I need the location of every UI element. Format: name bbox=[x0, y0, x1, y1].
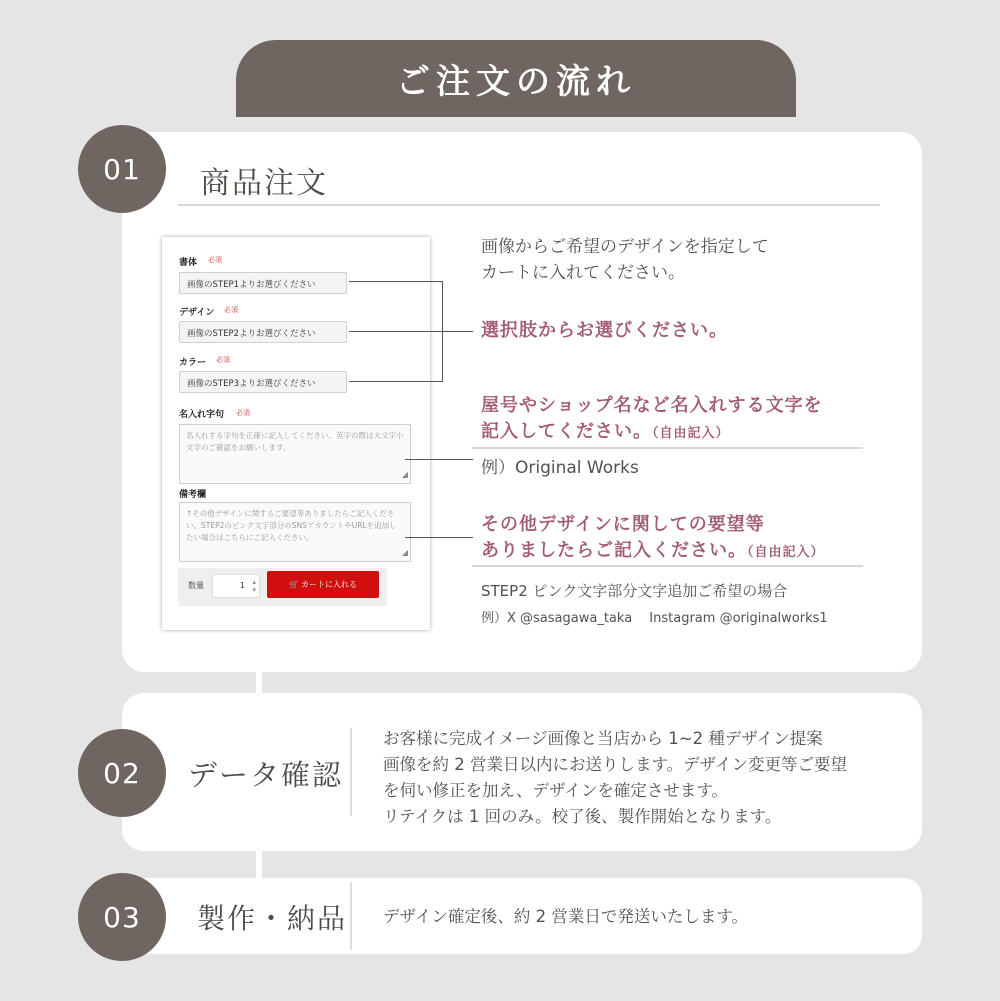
qty-value: 1 bbox=[239, 581, 245, 590]
intro-line: カートに入れてください。 bbox=[481, 263, 685, 283]
step1-number: 01 bbox=[78, 125, 166, 213]
cart-row bbox=[178, 568, 387, 606]
page-title: ご注文の流れ bbox=[236, 40, 796, 117]
other-note-divider bbox=[472, 565, 863, 567]
other-example: 例）X @sasagawa_taka Instagram @originalworks1 bbox=[481, 611, 828, 626]
callout-line bbox=[349, 381, 443, 382]
step-connector bbox=[256, 851, 262, 878]
name-note-divider bbox=[472, 447, 863, 449]
add-to-cart-button[interactable] bbox=[267, 571, 379, 598]
step1-title: 商品注文 bbox=[200, 166, 328, 201]
add-to-cart-label: カートに入れる bbox=[300, 580, 357, 589]
intro-line: 画像からご希望のデザインを指定して bbox=[481, 237, 769, 257]
name-example: 例）Original Works bbox=[481, 458, 639, 478]
callout-line bbox=[405, 459, 473, 460]
qty-stepper[interactable] bbox=[212, 574, 260, 598]
step2-divider bbox=[350, 728, 352, 816]
step2-text bbox=[383, 726, 847, 830]
step2-line: お客様に完成イメージ画像と当店から 1~2 種デザイン提案 bbox=[383, 729, 823, 748]
field3-label: カラー bbox=[179, 358, 207, 368]
resize-grip-icon: ◢ bbox=[401, 470, 408, 479]
name-placeholder: 名入れする字句を正確に記入してください。英字の際は大文字小文字のご確認をお願いします。 bbox=[186, 431, 404, 452]
resize-grip-icon: ◢ bbox=[401, 548, 408, 557]
step2-title: データ確認 bbox=[188, 758, 344, 792]
name-note-tag: （自由記入） bbox=[652, 426, 730, 441]
field2-label: デザイン bbox=[179, 308, 215, 318]
name-note-line: 記入してください。 bbox=[481, 421, 652, 442]
step3-divider bbox=[350, 882, 352, 950]
notes-placeholder: ↑その他デザインに関するご要望等ありましたらご記入ください。STEP2のピンク文字部分のSNSアカウントやURLを追加したい場合はこちらにご記入ください。 bbox=[186, 509, 397, 542]
callout-line bbox=[405, 537, 473, 538]
other-note bbox=[481, 512, 825, 566]
field1-label: 書体 bbox=[179, 258, 198, 268]
cart-icon: 🛒 bbox=[289, 580, 299, 589]
callout-line bbox=[349, 281, 443, 282]
step2-number: 02 bbox=[78, 729, 166, 817]
step-connector bbox=[256, 672, 262, 693]
step1-intro bbox=[481, 234, 769, 286]
notes-textarea[interactable] bbox=[179, 502, 411, 562]
order-form-screenshot bbox=[162, 237, 430, 630]
step3-title: 製作・納品 bbox=[197, 902, 348, 935]
other-sub: STEP2 ピンク文字部分文字追加ご希望の場合 bbox=[481, 582, 788, 600]
select-note: 選択肢からお選びください。 bbox=[481, 320, 728, 341]
notes-label: 備考欄 bbox=[179, 490, 207, 500]
name-textarea[interactable] bbox=[179, 424, 411, 484]
name-note-line: 屋号やショップ名など名入れする文字を bbox=[481, 395, 823, 416]
field1-select[interactable]: 画像のSTEP1よりお選びください bbox=[179, 272, 347, 294]
field2-required: 必須 bbox=[224, 306, 238, 314]
step2-line: を伺い修正を加え、デザインを確定させます。 bbox=[383, 781, 729, 800]
other-note-line: ありましたらご記入ください。 bbox=[481, 540, 747, 561]
field3-select[interactable]: 画像のSTEP3よりお選びください bbox=[179, 371, 347, 393]
step2-line: リテイクは 1 回のみ。校了後、製作開始となります。 bbox=[383, 807, 782, 826]
name-note bbox=[481, 393, 823, 447]
field3-required: 必須 bbox=[216, 356, 230, 364]
qty-label: 数量 bbox=[188, 581, 204, 590]
field1-required: 必須 bbox=[208, 256, 222, 264]
field2-select[interactable]: 画像のSTEP2よりお選びください bbox=[179, 321, 347, 343]
name-required: 必須 bbox=[236, 409, 250, 417]
step2-line: 画像を約 2 営業日以内にお送りします。デザイン変更等ご要望 bbox=[383, 755, 848, 774]
name-label: 名入れ字句 bbox=[179, 410, 225, 420]
stepper-arrows-icon: ▴ ▾ bbox=[252, 578, 256, 594]
step3-number: 03 bbox=[78, 873, 166, 961]
step3-text: デザイン確定後、約 2 営業日で発送いたします。 bbox=[383, 907, 749, 926]
step1-divider bbox=[178, 204, 880, 206]
other-note-line: その他デザインに関しての要望等 bbox=[481, 514, 765, 535]
callout-line bbox=[349, 331, 473, 332]
other-note-tag: （自由記入） bbox=[747, 545, 825, 560]
